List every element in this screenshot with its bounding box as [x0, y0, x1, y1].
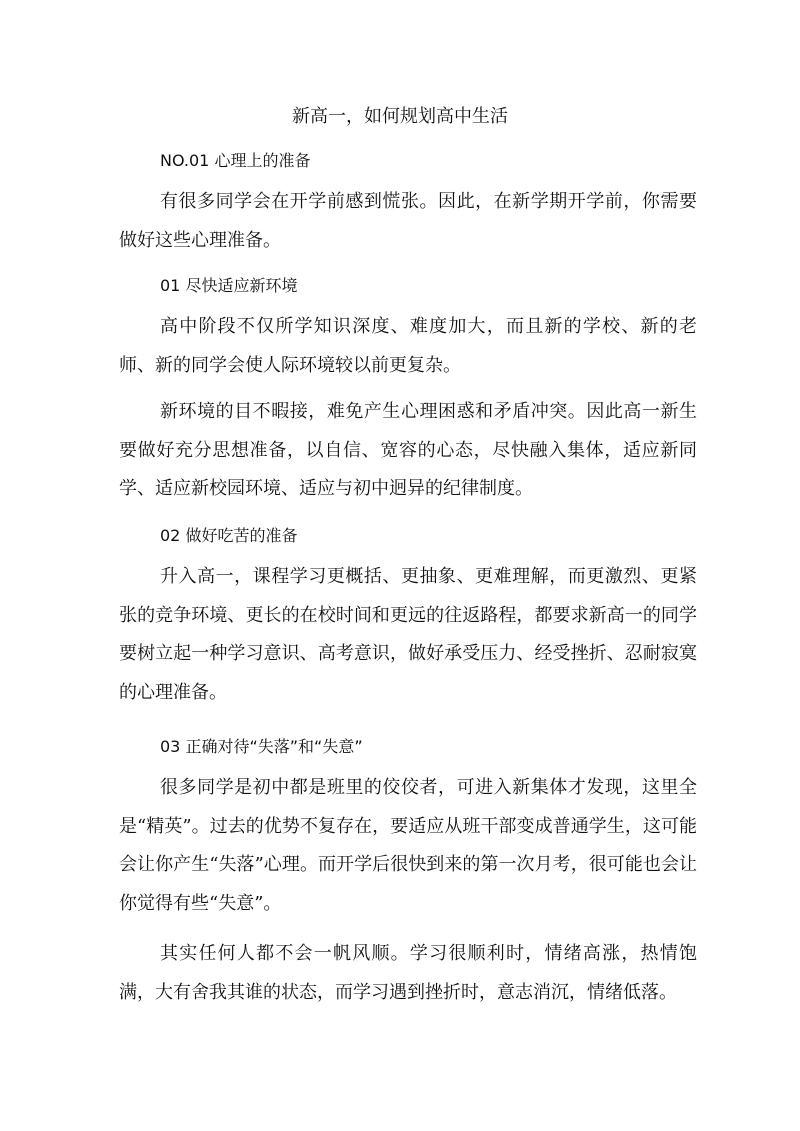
intro-paragraph: 有很多同学会在开学前感到慌张。因此，在新学期开学前，你需要做好这些心理准备。 [119, 191, 697, 251]
subsection-heading-1: 01 尽快适应新环境 [160, 276, 298, 295]
paragraph-2-1: 升入高一，课程学习更概括、更抽象、更难理解，而更激烈、更紧张的竞争环境、更长的在校时间和更远的往返路程，都要求新高一的同学要树立起一种学习意识、高考意识，做好承受压力、经受挫折、忍耐寂寞的心理准备。 [119, 566, 697, 703]
paragraph-1-2: 新环境的目不暇接，难免产生心理困惑和矛盾冲突。因此高一新生要做好充分思想准备，以自信、宽容的心态，尽快融入集体，适应新同学、适应新校园环境、适应与初中迥异的纪律制度。 [119, 401, 697, 499]
paragraph-3-1: 很多同学是初中都是班里的佼佼者，可进入新集体才发现，这里全是“精英”。过去的优势不复存在，要适应从班干部变成普通学生，这可能会让你产生“失落”心理。而开学后很快到来的第一次月考，很可能也会让你觉得有些“失意”。 [119, 777, 697, 914]
paragraph-3-2: 其实任何人都不会一帆风顺。学习很顺利时，情绪高涨，热情饱满，大有舍我其谁的状态，而学习遇到挫折时，意志消沉，情绪低落。 [119, 943, 697, 1003]
subsection-heading-2: 02 做好吃苦的准备 [160, 526, 298, 545]
document-title: 新高一，如何规划高中生活 [292, 106, 508, 127]
section-heading: NO.01 心理上的准备 [160, 151, 311, 170]
paragraph-1-1: 高中阶段不仅所学知识深度、难度加大，而且新的学校、新的老师、新的同学会使人际环境较以前更复杂。 [119, 316, 697, 376]
subsection-heading-3: 03 正确对待“失落”和“失意” [160, 737, 363, 756]
